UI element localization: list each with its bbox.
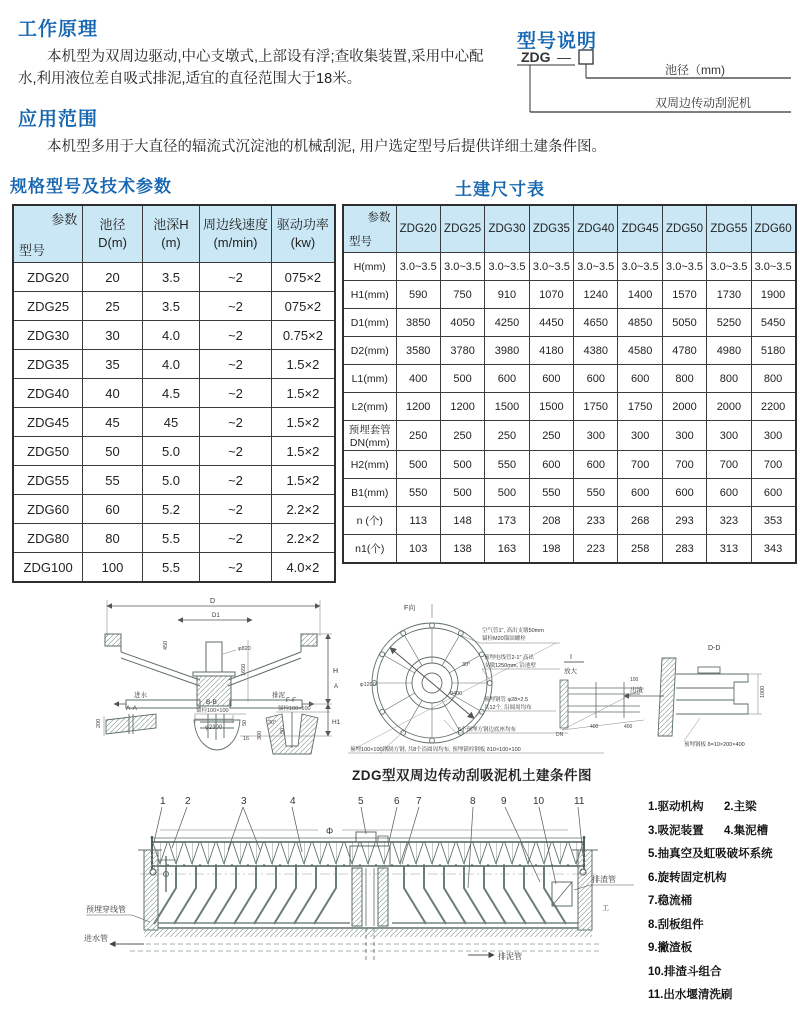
row-header-cell: ZDG100	[13, 553, 83, 583]
table-cell: 300	[751, 421, 795, 451]
table-cell: 500	[440, 479, 484, 507]
table-cell: 1750	[618, 393, 662, 421]
table-cell: 5.0	[142, 466, 199, 495]
row-header-cell: H(mm)	[343, 253, 396, 281]
table-cell: 4.0	[142, 321, 199, 350]
conduit-pipe-label: 预埋穿线管	[86, 905, 126, 914]
table-cell: 4450	[529, 309, 573, 337]
callout-6: 6	[394, 796, 400, 807]
table-cell: 100	[83, 553, 143, 583]
table-cell: ~2	[200, 292, 272, 321]
table-cell: 3.0~3.5	[440, 253, 484, 281]
table-cell: 3.0~3.5	[485, 253, 529, 281]
table-cell: 700	[618, 451, 662, 479]
model-col-header: ZDG60	[751, 205, 795, 253]
table-cell: 590	[396, 281, 440, 309]
tank-plan-view	[352, 604, 556, 750]
model-col-header: ZDG50	[662, 205, 706, 253]
table-cell: 2000	[707, 393, 751, 421]
table-cell: 4250	[485, 309, 529, 337]
corner-param-label: 参数	[367, 212, 391, 224]
table-cell: 4650	[574, 309, 618, 337]
table-cell: 323	[707, 507, 751, 535]
legend-row: 8.刮板组件	[648, 918, 704, 931]
corner-model-label: 型号	[19, 243, 46, 258]
dim-200: 200	[96, 718, 102, 728]
table-header-row	[343, 205, 796, 253]
working-principle-body: 本机型为双周边驱动,中心支墩式,上部设有浮;查收集装置,采用中心配水,利用液位差自吸式排泥,适宜的直径范围大于18米。	[18, 49, 484, 88]
table-cell: 343	[751, 535, 795, 564]
table-cell: 250	[396, 421, 440, 451]
table-row	[343, 535, 796, 564]
table-cell: 800	[662, 365, 706, 393]
table-cell: 0.75×2	[271, 321, 335, 350]
spec-parameters-table	[12, 204, 336, 583]
row-header-cell: 预埋套管DN(mm)	[343, 421, 396, 451]
table-cell: 500	[440, 451, 484, 479]
dim-1650: 1650	[241, 663, 247, 676]
application-title: 应用范围	[18, 109, 99, 130]
table-row	[13, 466, 335, 495]
table-cell: 300	[662, 421, 706, 451]
table-cell: 550	[529, 479, 573, 507]
model-col-header: ZDG45	[618, 205, 662, 253]
legend-row: 9.撇渣板	[648, 942, 693, 954]
callout-7: 7	[416, 796, 422, 807]
table-cell: 300	[707, 421, 751, 451]
table-cell: 3780	[440, 337, 484, 365]
table-cell: 4850	[618, 309, 662, 337]
callout-11: 11	[574, 796, 585, 807]
table-cell: 5180	[751, 337, 795, 365]
legend-row: 6.旋转固定机构	[648, 871, 727, 884]
table-row	[343, 281, 796, 309]
table-cell: 400	[396, 365, 440, 393]
dim-16-bb: 16	[243, 736, 250, 742]
table-cell: 600	[529, 365, 573, 393]
civil-dimensions-table	[342, 204, 797, 564]
civil-table-title: 土建尺寸表	[455, 180, 545, 199]
plan-bottom-note: 预埋100×100钢制方钢, 共8个沿圆周均布, 预埋锚栓钢板 δ10×100×100	[350, 747, 521, 753]
plan-callout-pipe-1: 预埋钢管 φ28×2.5	[484, 697, 529, 703]
table-cell: 20	[83, 263, 143, 292]
model-dash: —	[557, 49, 571, 65]
corner-param-label: 参数	[51, 212, 78, 227]
table-cell: 4.5	[142, 379, 199, 408]
table-cell: 3980	[485, 337, 529, 365]
table-cell: 600	[529, 451, 573, 479]
dd-out-label: 出渣	[630, 687, 643, 694]
model-col-header: ZDG35	[529, 205, 573, 253]
table-cell: 4.0×2	[271, 553, 335, 583]
table-cell: 1200	[440, 393, 484, 421]
table-row	[13, 379, 335, 408]
corner-header-cell	[343, 205, 396, 253]
table-cell: 60	[83, 495, 143, 524]
table-cell: 500	[440, 365, 484, 393]
table-cell: 55	[83, 466, 143, 495]
table-cell: 3.0~3.5	[396, 253, 440, 281]
table-row	[13, 263, 335, 292]
enlarge-label: 放大	[564, 668, 577, 675]
table-cell: 300	[618, 421, 662, 451]
table-cell: 3.0~3.5	[529, 253, 573, 281]
model-placeholder-box	[579, 50, 593, 64]
scum-pipe-label: 排渣管	[592, 875, 616, 884]
table-cell: 25	[83, 292, 143, 321]
table-cell: 3.5	[142, 292, 199, 321]
table-cell: 600	[707, 479, 751, 507]
table-row	[13, 321, 335, 350]
table-row	[13, 437, 335, 466]
table-cell: 1900	[751, 281, 795, 309]
corner-header-cell	[13, 205, 83, 263]
table-cell: 750	[440, 281, 484, 309]
table-cell: 233	[574, 507, 618, 535]
table-cell: 80	[83, 524, 143, 553]
table-row	[13, 553, 335, 583]
table-row	[343, 337, 796, 365]
row-header-cell: ZDG30	[13, 321, 83, 350]
inlet-pipe-label: 进水管	[84, 934, 108, 943]
table-cell: 2.2×2	[271, 524, 335, 553]
table-cell: ~2	[200, 524, 272, 553]
table-cell: 313	[707, 535, 751, 564]
row-header-cell: ZDG35	[13, 350, 83, 379]
row-header-cell: ZDG60	[13, 495, 83, 524]
table-cell: 600	[751, 479, 795, 507]
table-cell: ~2	[200, 553, 272, 583]
plan-f-direction: F向	[404, 605, 416, 612]
table-cell: 5.2	[142, 495, 199, 524]
corner-model-label: 型号	[349, 236, 372, 248]
detail-bb-label: B-B	[206, 699, 217, 706]
dim-30deg-ff: 30°	[268, 720, 277, 726]
beam-section-mark: 工	[602, 905, 609, 912]
dd-title: D-D	[708, 645, 721, 652]
table-cell: 5050	[662, 309, 706, 337]
spec-table-title: 规格型号及技术参数	[10, 177, 172, 196]
row-header-cell: ZDG25	[13, 292, 83, 321]
table-row	[13, 524, 335, 553]
working-principle-title: 工作原理	[18, 19, 99, 40]
table-row	[13, 408, 335, 437]
table-row	[343, 253, 796, 281]
anchor-note-bb: 锚栓100×100	[196, 708, 229, 714]
table-cell: 1400	[618, 281, 662, 309]
dim-100: 100	[630, 677, 639, 683]
row-header-cell: n1(个)	[343, 535, 396, 564]
table-cell: 550	[574, 479, 618, 507]
legend-row: 5.抽真空及虹吸破坏系统	[648, 848, 773, 860]
model-col-header: ZDG40	[574, 205, 618, 253]
col-header: 驱动功率 (kw)	[271, 205, 335, 263]
row-header-cell: ZDG20	[13, 263, 83, 292]
table-cell: 45	[83, 408, 143, 437]
table-cell: 2.2×2	[271, 495, 335, 524]
row-header-cell: L2(mm)	[343, 393, 396, 421]
table-row	[343, 451, 796, 479]
sludge-outlet-label: 排泥	[272, 692, 285, 699]
table-cell: 198	[529, 535, 573, 564]
table-cell: 550	[485, 451, 529, 479]
dim-820: φ820	[238, 646, 251, 652]
table-cell: 138	[440, 535, 484, 564]
table-cell: 2200	[751, 393, 795, 421]
row-header-cell: D2(mm)	[343, 337, 396, 365]
table-cell: ~2	[200, 437, 272, 466]
table-cell: 1.5×2	[271, 408, 335, 437]
row-header-cell: H2(mm)	[343, 451, 396, 479]
table-cell: 5250	[707, 309, 751, 337]
row-header-cell: B1(mm)	[343, 479, 396, 507]
dim-H: H	[333, 668, 339, 675]
table-cell: 700	[751, 451, 795, 479]
table-cell: 250	[485, 421, 529, 451]
table-cell: 500	[485, 479, 529, 507]
table-cell: ~2	[200, 263, 272, 292]
model-col-header: ZDG20	[396, 205, 440, 253]
table-cell: 103	[396, 535, 440, 564]
table-cell: 5.5	[142, 553, 199, 583]
col-header: 池深H (m)	[142, 205, 199, 263]
phi-symbol: Φ	[326, 826, 334, 836]
dim-50-bb: 50	[242, 719, 248, 726]
table-cell: 3.0~3.5	[707, 253, 751, 281]
plan-callout-base: 6个预埋方钢边底座均布	[458, 727, 517, 733]
table-cell: 1.5×2	[271, 379, 335, 408]
table-cell: ~2	[200, 350, 272, 379]
table-cell: 1570	[662, 281, 706, 309]
table-cell: 1750	[574, 393, 618, 421]
legend-row: 11.出水堰清洗刷	[648, 989, 733, 1001]
table-cell: 3.0~3.5	[574, 253, 618, 281]
table-row	[13, 495, 335, 524]
row-header-cell: ZDG80	[13, 524, 83, 553]
table-cell: 223	[574, 535, 618, 564]
table-row	[343, 309, 796, 337]
table-cell: 600	[574, 365, 618, 393]
row-header-cell: n (个)	[343, 507, 396, 535]
col-header: 周边线速度 (m/min)	[200, 205, 272, 263]
table-cell: 1500	[529, 393, 573, 421]
dim-1000: 1000	[760, 685, 766, 698]
dim-9400: 9400	[450, 691, 463, 697]
anchor-note-ff: 锚栓100×100	[278, 706, 311, 712]
table-row	[13, 292, 335, 321]
callout-5: 5	[358, 796, 364, 807]
table-cell: 4780	[662, 337, 706, 365]
machine-type-label: 双周边传动刮泥机	[655, 96, 752, 110]
table-cell: 4380	[574, 337, 618, 365]
callout-10: 10	[533, 796, 545, 807]
table-cell: 208	[529, 507, 573, 535]
callout-2: 2	[185, 796, 191, 807]
table-cell: 4580	[618, 337, 662, 365]
table-cell: 1500	[485, 393, 529, 421]
dim-30deg-plan: 30°	[462, 662, 471, 668]
detail-aa-label: A-A	[126, 705, 137, 712]
table-cell: 600	[574, 451, 618, 479]
table-cell: 353	[751, 507, 795, 535]
model-code: ZDG	[521, 49, 551, 65]
table-cell: 35	[83, 350, 143, 379]
table-cell: 2000	[662, 393, 706, 421]
pool-diameter-label: 池径（mm)	[665, 63, 725, 77]
dim-dn: DN	[556, 732, 564, 738]
table-cell: 3.0~3.5	[751, 253, 795, 281]
dim-D: D	[210, 598, 216, 605]
table-cell: 250	[529, 421, 573, 451]
row-header-cell: ZDG40	[13, 379, 83, 408]
dim-400a: 400	[590, 724, 599, 730]
sludge-pipe-label: 排泥管	[498, 952, 522, 961]
table-cell: ~2	[200, 408, 272, 437]
section-a-mark: A	[334, 684, 339, 690]
model-spec-diagram	[505, 48, 797, 125]
dim-H1: H1	[332, 719, 341, 726]
table-row	[13, 350, 335, 379]
table-cell: 3.0~3.5	[662, 253, 706, 281]
row-header-cell: ZDG55	[13, 466, 83, 495]
table-cell: 1.5×2	[271, 437, 335, 466]
model-spec-title: 型号说明	[517, 31, 598, 52]
row-header-cell: D1(mm)	[343, 309, 396, 337]
row-header-cell: ZDG50	[13, 437, 83, 466]
table-cell: 5450	[751, 309, 795, 337]
table-cell: 700	[662, 451, 706, 479]
table-cell: 5.5	[142, 524, 199, 553]
application-body: 本机型多用于大直径的辐流式沉淀池的机械刮泥, 用户选定型号后提供详细土建条件图。	[47, 139, 607, 155]
table-cell: 268	[618, 507, 662, 535]
table-cell: 600	[485, 365, 529, 393]
table-cell: 1.5×2	[271, 350, 335, 379]
table-cell: 148	[440, 507, 484, 535]
legend-row: 1.驱动机构 2.主梁	[648, 801, 757, 813]
model-col-header: ZDG25	[440, 205, 484, 253]
table-cell: 113	[396, 507, 440, 535]
table-cell: 1240	[574, 281, 618, 309]
callout-3: 3	[241, 796, 247, 807]
dd-note: 预埋钢板 δ=10×200×400	[684, 742, 745, 748]
callout-8: 8	[470, 796, 476, 807]
table-cell: 4980	[707, 337, 751, 365]
table-cell: 1070	[529, 281, 573, 309]
table-row	[343, 393, 796, 421]
table-cell: 550	[396, 479, 440, 507]
table-cell: 700	[707, 451, 751, 479]
table-cell: 600	[618, 479, 662, 507]
callout-9: 9	[501, 796, 507, 807]
table-cell: 1.5×2	[271, 466, 335, 495]
plan-callout-pipe-2: 共12个, 沿圆周均布	[484, 705, 532, 711]
table-row	[343, 421, 796, 451]
dim-50-ff: 50	[280, 727, 286, 734]
table-cell: 250	[440, 421, 484, 451]
table-cell: 3580	[396, 337, 440, 365]
civil-condition-drawing	[0, 588, 800, 788]
callout-4: 4	[290, 796, 296, 807]
table-cell: 075×2	[271, 263, 335, 292]
table-cell: ~2	[200, 321, 272, 350]
dim-2300: φ2300	[205, 725, 223, 731]
table-cell: ~2	[200, 466, 272, 495]
table-cell: 5.0	[142, 437, 199, 466]
table-cell: 293	[662, 507, 706, 535]
table-cell: 4050	[440, 309, 484, 337]
table-cell: 30	[83, 321, 143, 350]
enlarge-num: I	[570, 654, 572, 661]
col-header: 池径 D(m)	[83, 205, 143, 263]
detail-views	[104, 712, 330, 754]
table-cell: 40	[83, 379, 143, 408]
table-cell: 1200	[396, 393, 440, 421]
table-cell: ~2	[200, 495, 272, 524]
legend-row: 10.排渣斗组合	[648, 965, 722, 978]
table-cell: 600	[662, 479, 706, 507]
table-cell: 173	[485, 507, 529, 535]
table-cell: 300	[574, 421, 618, 451]
table-row	[343, 479, 796, 507]
dim-400b: 400	[624, 724, 633, 730]
table-cell: 4.0	[142, 350, 199, 379]
row-header-cell: ZDG45	[13, 408, 83, 437]
dim-D1: D1	[212, 613, 220, 619]
row-header-cell: H1(mm)	[343, 281, 396, 309]
model-col-header: ZDG30	[485, 205, 529, 253]
table-cell: 600	[618, 365, 662, 393]
table-cell: 4180	[529, 337, 573, 365]
plan-callout-conduit-2: 支墩1250mm, 沿池壁	[484, 663, 536, 669]
drawing-caption: ZDG型双周边传动刮吸泥机土建条件图	[352, 768, 592, 783]
table-cell: 800	[751, 365, 795, 393]
table-cell: 45	[142, 408, 199, 437]
plan-callout-conduit-1: 预埋电线管2-1″ 高出	[484, 655, 534, 661]
plan-callout-air-1: 空气管1″, 高出支墩50mm	[482, 628, 544, 634]
inlet-label: 进水	[134, 692, 147, 699]
legend-row: 7.稳流桶	[648, 895, 693, 907]
table-cell: 3.0~3.5	[618, 253, 662, 281]
table-cell: 3.5	[142, 263, 199, 292]
table-cell: 1730	[707, 281, 751, 309]
dim-300-ff: 300	[257, 730, 263, 740]
detail-ff-label: F-F	[286, 697, 297, 704]
table-cell: 258	[618, 535, 662, 564]
table-row	[343, 365, 796, 393]
table-cell: ~2	[200, 379, 272, 408]
row-header-cell: L1(mm)	[343, 365, 396, 393]
callout-1: 1	[160, 796, 166, 807]
table-cell: 3850	[396, 309, 440, 337]
table-cell: 50	[83, 437, 143, 466]
plan-callout-air-2: 锚栓M20锚固螺栓	[482, 636, 526, 642]
table-cell: 075×2	[271, 292, 335, 321]
table-cell: 500	[396, 451, 440, 479]
parts-legend	[648, 798, 800, 1010]
table-cell: 163	[485, 535, 529, 564]
dim-450: 450	[163, 640, 169, 650]
table-header-row	[13, 205, 335, 263]
dd-detail	[624, 658, 762, 741]
legend-row: 3.吸泥装置 4.集泥槽	[648, 824, 769, 837]
table-row	[343, 507, 796, 535]
model-col-header: ZDG55	[707, 205, 751, 253]
table-cell: 283	[662, 535, 706, 564]
dim-1200: φ1200	[360, 682, 376, 688]
table-cell: 800	[707, 365, 751, 393]
table-cell: 910	[485, 281, 529, 309]
